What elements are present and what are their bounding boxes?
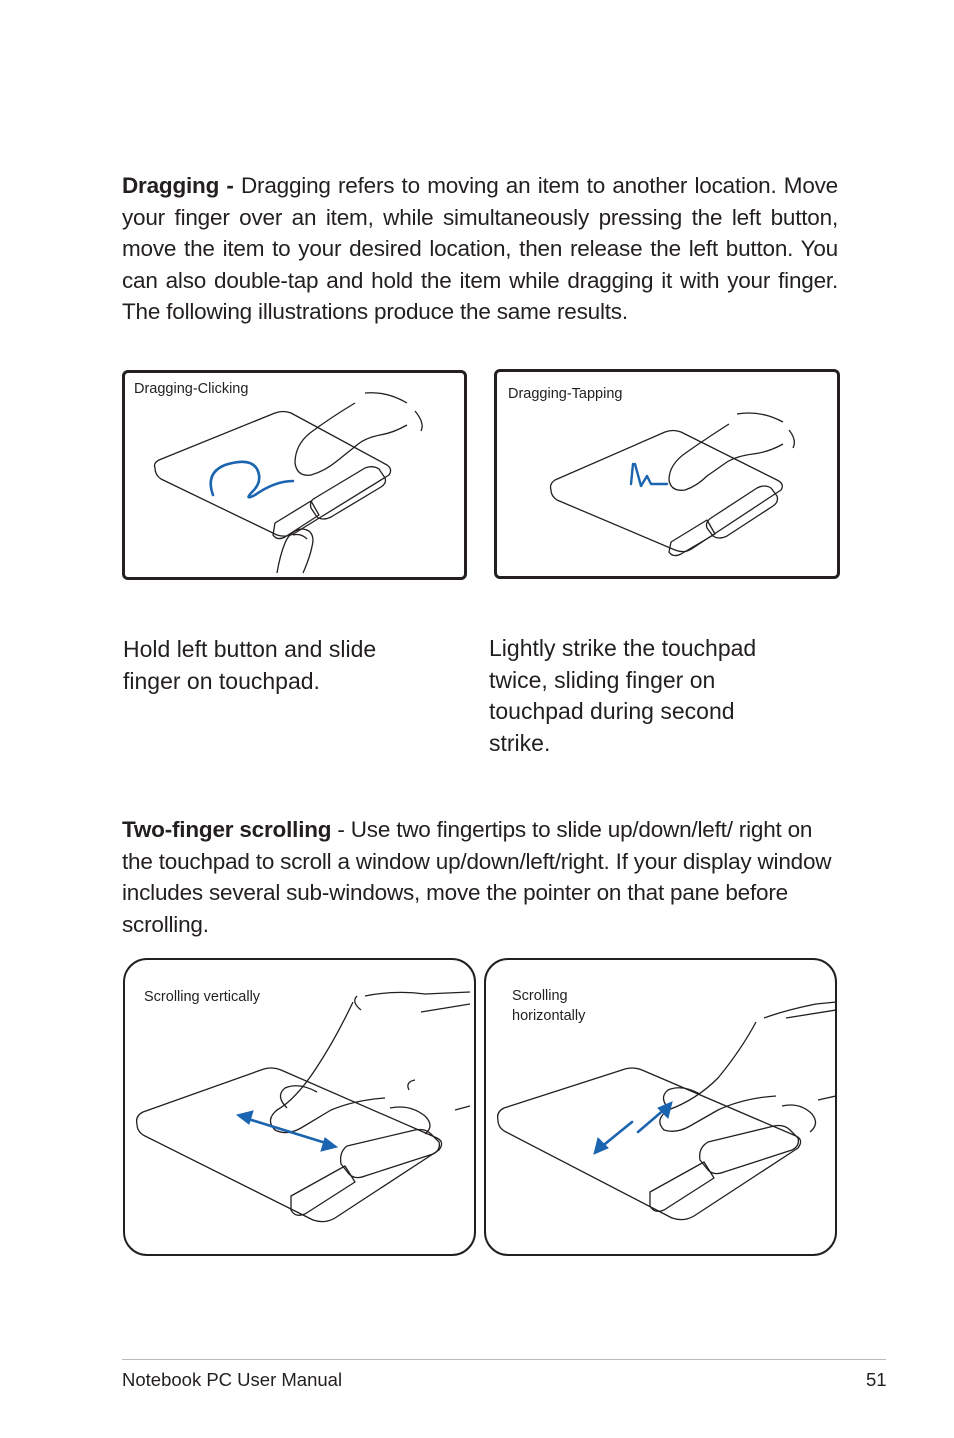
figure-label-scrolling-horizontal-line1: Scrolling (512, 988, 568, 1004)
touchpad-tapping-illustration (497, 372, 840, 579)
page-number: 51 (866, 1369, 887, 1390)
touchpad-scroll-vertical-illustration (125, 960, 476, 1256)
figure-label-scrolling-vertical: Scrolling vertically (144, 989, 261, 1005)
footer-rule (122, 1359, 886, 1360)
touchpad-clicking-illustration (125, 373, 467, 580)
caption-dragging-clicking: Hold left button and slide finger on touchpad. (123, 636, 377, 694)
scrolling-heading: Two-finger scrolling (122, 817, 332, 842)
figure-scrolling-horizontal (484, 958, 837, 1256)
figure-dragging-clicking (122, 370, 467, 580)
touchpad-scroll-horizontal-illustration (486, 960, 837, 1256)
dragging-paragraph (122, 170, 838, 328)
figure-scrolling-vertical (123, 958, 476, 1256)
caption-dragging-tapping: Lightly strike the touchpad twice, sliding finger on touchpad during second strike. (489, 635, 757, 756)
scrolling-body: - Use two fingertips to slide up/down/left/ right on the touchpad to scroll a window up/down/left/right. If your display window includes several sub-windows, move the pointer on that pane before scrolling. (122, 817, 832, 937)
figure-label-dragging-tapping: Dragging-Tapping (508, 386, 623, 402)
footer-title: Notebook PC User Manual (122, 1369, 343, 1390)
scrolling-paragraph (122, 814, 838, 940)
figure-dragging-tapping (494, 369, 840, 579)
dragging-body: Dragging refers to moving an item to another location. Move your finger over an item, while simultaneously pressing the left button, move the item to your desired location, then release the left button. You can also double-tap and hold the item while dragging it with your finger. The following illustrations produce the same results. (122, 173, 838, 324)
figure-label-scrolling-horizontal-line2: horizontally (512, 1008, 586, 1024)
dragging-heading: Dragging - (122, 173, 234, 198)
figure-label-dragging-clicking: Dragging-Clicking (134, 381, 249, 397)
